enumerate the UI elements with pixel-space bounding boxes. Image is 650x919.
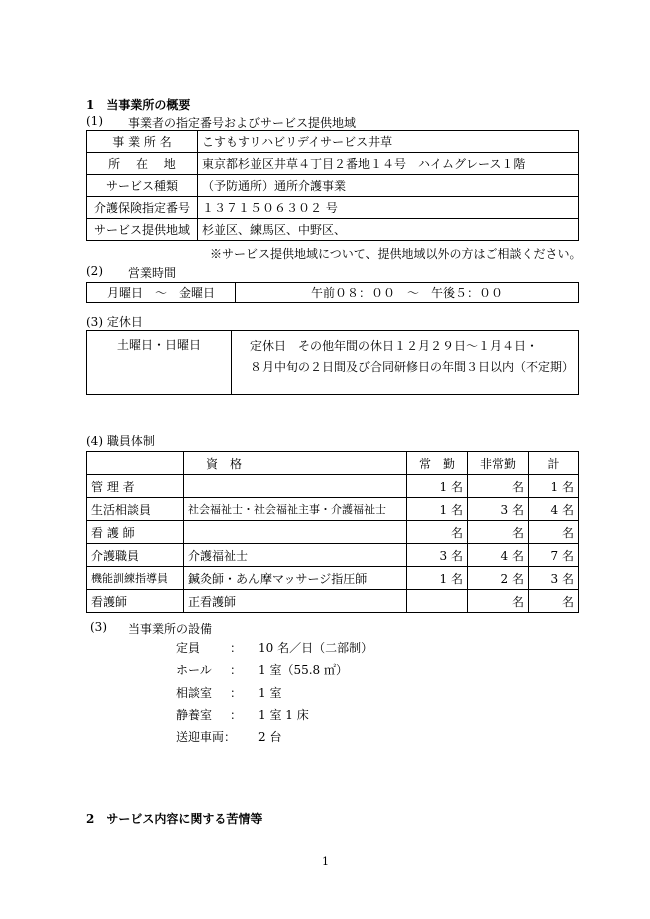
- staff-parttime: 2 名: [468, 567, 529, 590]
- header-qualification: 資 格: [184, 452, 407, 475]
- staff-role: 介護職員: [87, 544, 184, 567]
- staff-fulltime: 1 名: [407, 567, 468, 590]
- info-row: [87, 197, 579, 219]
- info-label: サービス種類: [87, 175, 198, 197]
- subsection-5-number: (3): [90, 620, 107, 634]
- info-value: こすもすリハビリデイサービス井草: [198, 131, 579, 153]
- info-value: 杉並区、練馬区、中野区、: [198, 219, 579, 241]
- info-row: [87, 131, 579, 153]
- area-note: ※サービス提供地域について、提供地域以外の方はご相談ください。: [210, 247, 582, 261]
- header-total: 計: [529, 452, 579, 475]
- page-number: 1: [322, 855, 329, 868]
- staff-total: 名: [529, 590, 579, 613]
- facility-name: ホール: [176, 663, 212, 677]
- info-value: 東京都杉並区井草４丁目２番地１４号 ハイムグレース１階: [198, 153, 579, 175]
- facility-value: 10 名／日（二部制）: [258, 641, 374, 655]
- facility-name: 送迎車両：: [176, 730, 237, 744]
- facility-colon: ：: [230, 663, 243, 677]
- subsection-5-title: 当事業所の設備: [128, 622, 213, 636]
- facility-name: 相談室: [176, 686, 213, 700]
- office-info-table: [86, 130, 579, 241]
- staff-role: 看 護 師: [87, 521, 184, 544]
- staff-qualification: 社会福祉士・社会福祉主事・介護福祉士: [184, 498, 407, 521]
- info-row: [87, 175, 579, 197]
- staff-parttime: 4 名: [468, 544, 529, 567]
- facility-value: 1 室: [258, 686, 282, 700]
- staff-total: 4 名: [529, 498, 579, 521]
- staff-total: 名: [529, 521, 579, 544]
- staff-fulltime: 名: [407, 521, 468, 544]
- staff-total: 3 名: [529, 567, 579, 590]
- subsection-4-title: (4) 職員体制: [86, 434, 155, 448]
- table-row: [87, 567, 579, 590]
- staff-header-row: [87, 452, 579, 475]
- table-row: [87, 590, 579, 613]
- staff-qualification: 鍼灸師・あん摩マッサージ指圧師: [184, 567, 407, 590]
- info-label: 所 在 地: [87, 153, 198, 175]
- info-label: 事 業 所 名: [87, 131, 198, 153]
- subsection-1-title: 事業者の指定番号およびサービス提供地域: [128, 116, 357, 130]
- hours-days: 月曜日 ～ 金曜日: [87, 283, 236, 303]
- facility-name: 定員: [176, 641, 201, 655]
- facility-colon: ：: [230, 708, 243, 722]
- section-1-title: 1 当事業所の概要: [86, 98, 191, 112]
- staff-total: 7 名: [529, 544, 579, 567]
- staff-fulltime: 1 名: [407, 498, 468, 521]
- holiday-table: [86, 330, 579, 395]
- subsection-1-number: (1): [86, 114, 103, 128]
- info-value: １３７１５０６３０２ 号: [198, 197, 579, 219]
- staff-parttime: 名: [468, 521, 529, 544]
- staff-fulltime: 1 名: [407, 475, 468, 498]
- info-label: サービス提供地域: [87, 219, 198, 241]
- staff-table: [86, 451, 579, 613]
- staff-fulltime: [407, 590, 468, 613]
- info-row: [87, 219, 579, 241]
- hours-time: 午前０８：００ ～ 午後５：００: [236, 283, 579, 303]
- holiday-line-1: 定休日 その他年間の休日１２月２９日～１月４日・: [249, 339, 538, 353]
- header-parttime: 非常勤: [468, 452, 529, 475]
- facility-value: 1 室 1 床: [258, 708, 309, 722]
- table-row: [87, 521, 579, 544]
- table-row: [87, 498, 579, 521]
- hours-table: [86, 282, 579, 303]
- staff-role: 機能訓練指導員: [87, 567, 184, 590]
- staff-total: 1 名: [529, 475, 579, 498]
- staff-parttime: 名: [468, 475, 529, 498]
- facility-colon: ：: [230, 641, 243, 655]
- holiday-line-2: ８月中旬の２日間及び合同研修日の年間３日以内（不定期）: [249, 360, 574, 374]
- staff-parttime: 3 名: [468, 498, 529, 521]
- info-value: （予防通所）通所介護事業: [198, 175, 579, 197]
- subsection-3-title: (3) 定休日: [86, 315, 143, 329]
- staff-qualification: 正看護師: [184, 590, 407, 613]
- info-row: [87, 153, 579, 175]
- staff-qualification: [184, 475, 407, 498]
- table-row: [87, 475, 579, 498]
- facility-value: 2 台: [258, 730, 282, 744]
- section-2-title: 2 サービス内容に関する苦情等: [86, 812, 263, 826]
- staff-role: 管 理 者: [87, 475, 184, 498]
- staff-qualification: [184, 521, 407, 544]
- staff-role: 看護師: [87, 590, 184, 613]
- staff-qualification: 介護福祉士: [184, 544, 407, 567]
- staff-role: 生活相談員: [87, 498, 184, 521]
- staff-fulltime: 3 名: [407, 544, 468, 567]
- header-fulltime: 常 勤: [407, 452, 468, 475]
- facility-name: 静養室: [176, 708, 213, 722]
- subsection-2-number: (2): [86, 264, 103, 278]
- subsection-2-title: 営業時間: [128, 266, 177, 280]
- holiday-days: 土曜日・日曜日: [87, 331, 232, 395]
- staff-parttime: 名: [468, 590, 529, 613]
- info-label: 介護保険指定番号: [87, 197, 198, 219]
- facility-value: 1 室（55.8 ㎡）: [258, 663, 348, 677]
- table-row: [87, 544, 579, 567]
- facility-colon: ：: [230, 686, 243, 700]
